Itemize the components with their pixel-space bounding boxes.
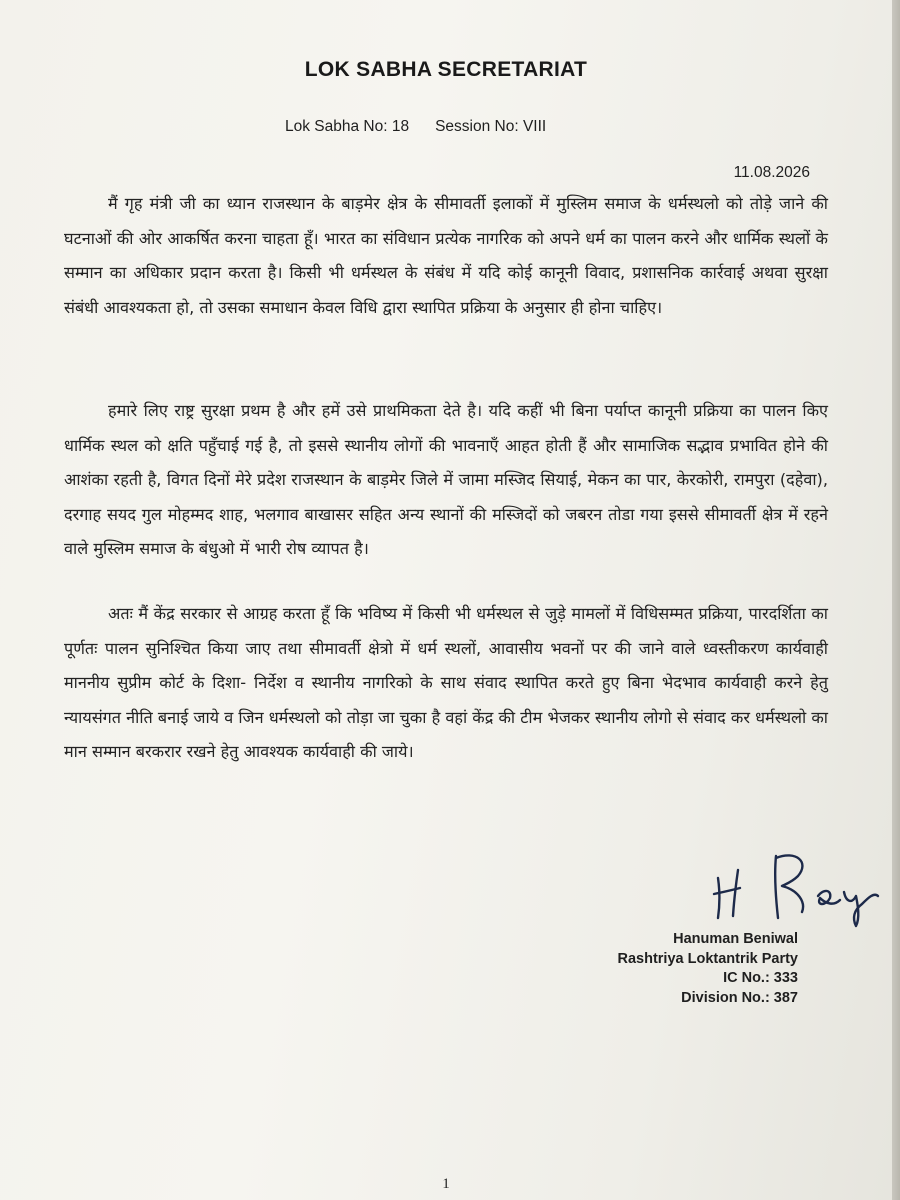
session-number: Session No: VIII (435, 118, 547, 135)
signatory-block (617, 930, 798, 1008)
body-paragraph-1: मैं गृह मंत्री जी का ध्यान राजस्थान के बाड़मेर क्षेत्र के सीमावर्ती इलाकों में मुस्लिम समाज के धर्मस्थलो को तोड़े जाने की घटनाओं की ओर आकर्षित करना चाहता हूँ। भारत का संविधान प्रत्येक नागरिक को अपने धर्म का पालन करने और धार्मिक स्थलों के सम्मान का अधिकार प्रदान करता है। किसी भी धर्मस्थल के संबंध में यदि कोई कानूनी विवाद, प्रशासनिक कार्रवाई अथवा सुरक्षा संबंधी आवश्यकता हो, तो उसका समाधान केवल विधि द्वारा स्थापित प्रक्रिया के अनुसार ही होना चाहिए। (64, 194, 828, 317)
body-paragraph-2: हमारे लिए राष्ट्र सुरक्षा प्रथम है और हमें उसे प्राथमिकता देते है। यदि कहीं भी बिना पर्याप्त कानूनी प्रक्रिया का पालन किए धार्मिक स्थल को क्षति पहुँचाई गई है, तो इससे स्थानीय लोगों की भावनाएँ आहत होती हैं और सामाजिक सद्भाव प्रभावित होने की आशंका रहती है, विगत दिनों मेरे प्रदेश राजस्थान के बाड़मेर जिले में जामा मस्जिद सियाई, मेकन का पार, केरकोरी, रामपुरा (दहेवा), दरगाह सयद गुल मोहम्मद शाह, भलगाव बाखासर सहित अन्य स्थानों की मस्जिदों को जबरन तोडा गया इससे सीमावर्ती क्षेत्र में रहने वाले मुस्लिम समाज के बंधुओ में भारी रोष व्यापत है। (64, 401, 829, 558)
document-date: 11.08.2026 (733, 164, 810, 181)
signatory-division-number: Division No.: 387 (681, 989, 798, 1006)
signatory-party: Rashtriya Loktantrik Party (617, 950, 798, 967)
lok-sabha-number: Lok Sabha No: 18 (285, 118, 410, 135)
body-paragraph-3: अतः मैं केंद्र सरकार से आग्रह करता हूँ कि भविष्य में किसी भी धर्मस्थल से जुड़े मामलों में विधिसम्मत प्रक्रिया, पारदर्शिता का पूर्णतः पालन सुनिश्चित किया जाए तथा सीमावर्ती क्षेत्रो में धर्म स्थलों, आवासीय भवनों पर की जाने वाले ध्वस्तीकरण कार्यवाही माननीय सुप्रीम कोर्ट के दिशा- निर्देश व स्थानीय नागरिको के साथ संवाद स्थापित करते हुए बिना भेदभाव कार्यवाही करने हेतु न्यायसंगत नीति बनाई जाये व जिन धर्मस्थलो को तोड़ा जा चुका है वहां केंद्र की टीम भेजकर स्थानीय लोगो से संवाद कर धर्मस्थलो का मान सम्मान बरकरार रखने हेतु आवश्यक कार्यवाही की जाये। (64, 604, 828, 761)
document-title: LOK SABHA SECRETARIAT (304, 58, 588, 81)
page-number: 1 (442, 1176, 450, 1192)
signatory-ic-number: IC No.: 333 (723, 970, 798, 986)
page-edge-shadow (892, 0, 900, 1200)
session-info (285, 118, 546, 136)
signatory-name: Hanuman Beniwal (673, 931, 798, 947)
handwritten-signature (706, 848, 886, 928)
